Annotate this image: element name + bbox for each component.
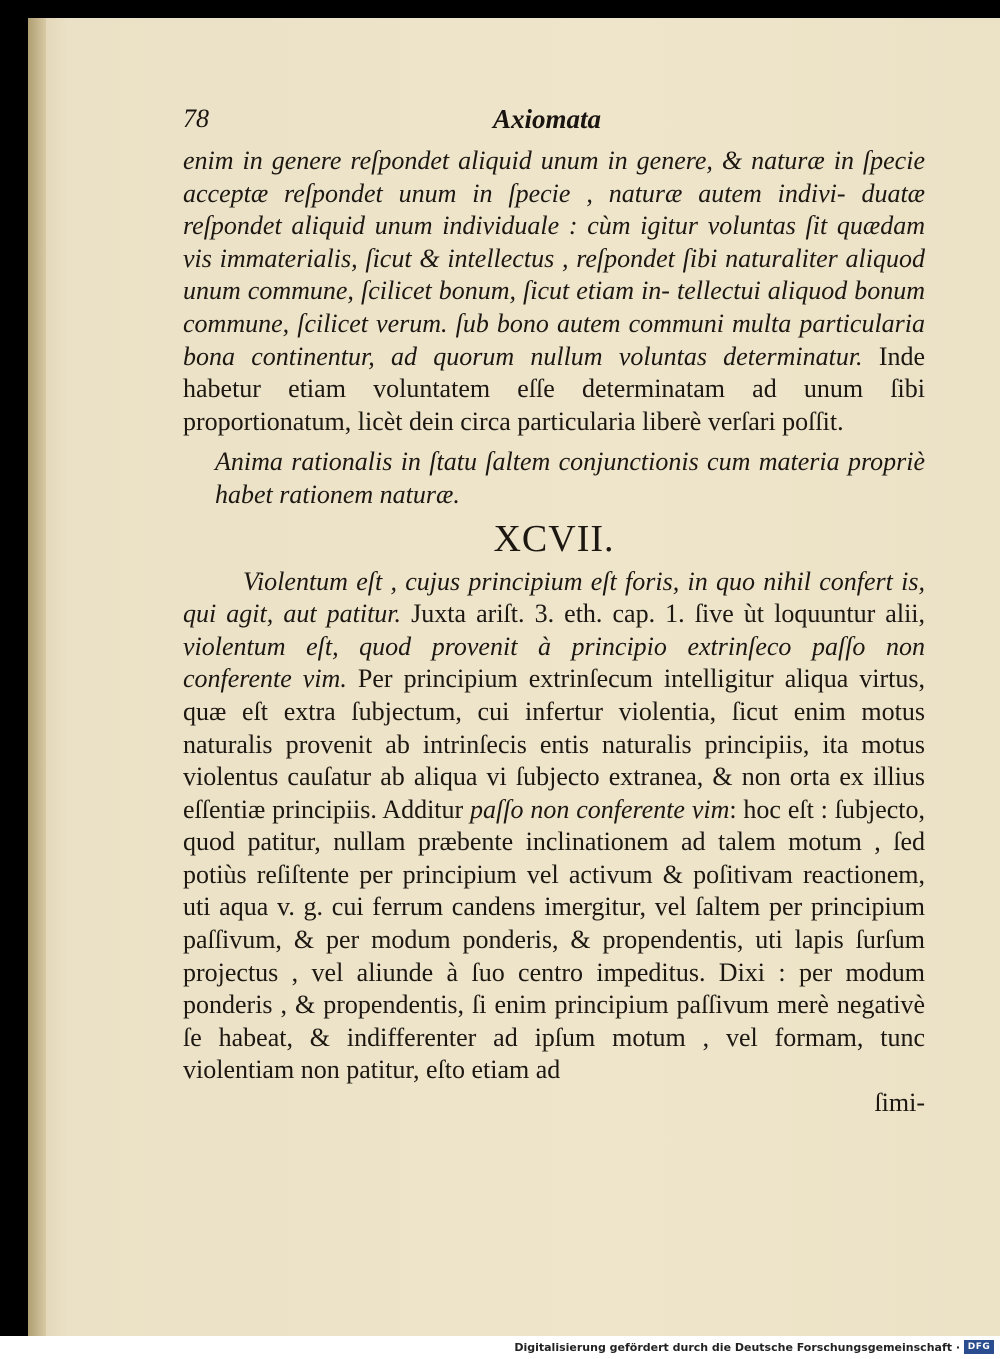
page-binding-edge (28, 18, 46, 1336)
page-number: 78 (183, 104, 209, 133)
para2-roman-continuation: : hoc eſt : ſubjecto, quod patitur, nullam præbente inclinationem ad talem motum , ſed potiùs reſiſtente per principium vel activum & poſitivam reactionem, uti aqua v. g. cui ferrum candens imergitur, vel ſaltem per principium paſſivum, & per modum ponderis, & propendentis, uti lapis ſurſum projectus , vel aliunde à ſuo centro impeditus. Dixi : per modum ponderis , & propendentis, ſi enim principium paſſivum merè negativè ſe habeat, & indifferenter ad ipſum motum , vel formam, tunc violentiam non patitur, eſto etiam ad (183, 794, 925, 1085)
para1-italic-line: ſpecie acceptæ reſpondet unum in ſpecie , naturæ autem indivi- (183, 146, 925, 208)
dfg-logo: DFG (964, 1340, 994, 1354)
para1-italic-line: duatæ reſpondet aliquid unum individuale : cùm igitur voluntas (183, 178, 926, 241)
running-head: Axiomata (493, 104, 602, 134)
para2-roman-explanation: Per principium extrinſecum intelligitur aliqua virtus, quæ eſt extra ſubjectum, cui infertur violentia, ſicut enim motus naturalis provenit ab intrinſecis entis naturalis principiis, ita motus violentus cauſatur ab aliqua vi ſubjecto extranea, & non orta ex illius eſſentiæ principiis. Additur (183, 664, 925, 824)
para1-italic-line: communi multa particularia bona continentur, ad quorum nullum (183, 308, 926, 371)
para1-italic-line: tellectui aliquod bonum commune, ſcilicet verum. ſub bono autem (183, 276, 926, 338)
funding-credit: Digitalisierung gefördert durch die Deutsche Forschungsgemeinschaft · (514, 1341, 960, 1354)
page-header (183, 104, 923, 140)
para1-italic-line: ſit quædam vis immaterialis, ſicut & intellectus , reſpondet ſibi (183, 211, 925, 273)
section-number: XCVII. (493, 517, 615, 560)
paragraph-1 (183, 145, 925, 438)
para1-italic-line: voluntas determinatur. (618, 341, 863, 371)
para2-italic-definition: Violentum eſt , cujus principium eſt foris, in quo nihil confert is, qui agit, aut patitur. (183, 566, 925, 629)
para1-italic-line: enim in genere reſpondet aliquid unum in genere, & naturæ in (183, 146, 854, 175)
catchword: ſimi- (874, 1088, 925, 1118)
para2-roman-text: Juxta ariſt. 3. eth. cap. 1. ſive ùt loquuntur alii, (411, 599, 926, 629)
para2-italic-phrase: paſſo non conferente vim (470, 794, 730, 824)
para2-italic-definition-alt: violentum eſt, quod provenit à principio extrinſeco paſſo non conferente vim. (183, 631, 925, 694)
axiom-statement: Anima rationalis in ſtatu ſaltem conjunctionis cum materia propriè habet rationem naturæ. (215, 447, 925, 509)
para1-italic-line: naturaliter aliquod unum commune, ſcilicet bonum, ſicut etiam in- (183, 243, 925, 306)
paragraph-2 (183, 566, 925, 1088)
page-text (183, 145, 925, 1120)
para1-roman-text: Inde habetur etiam voluntatem eſſe determinatam ad unum ſibi proportionatum, licèt dein circa particularia liberè verſari poſſit. (183, 341, 926, 436)
